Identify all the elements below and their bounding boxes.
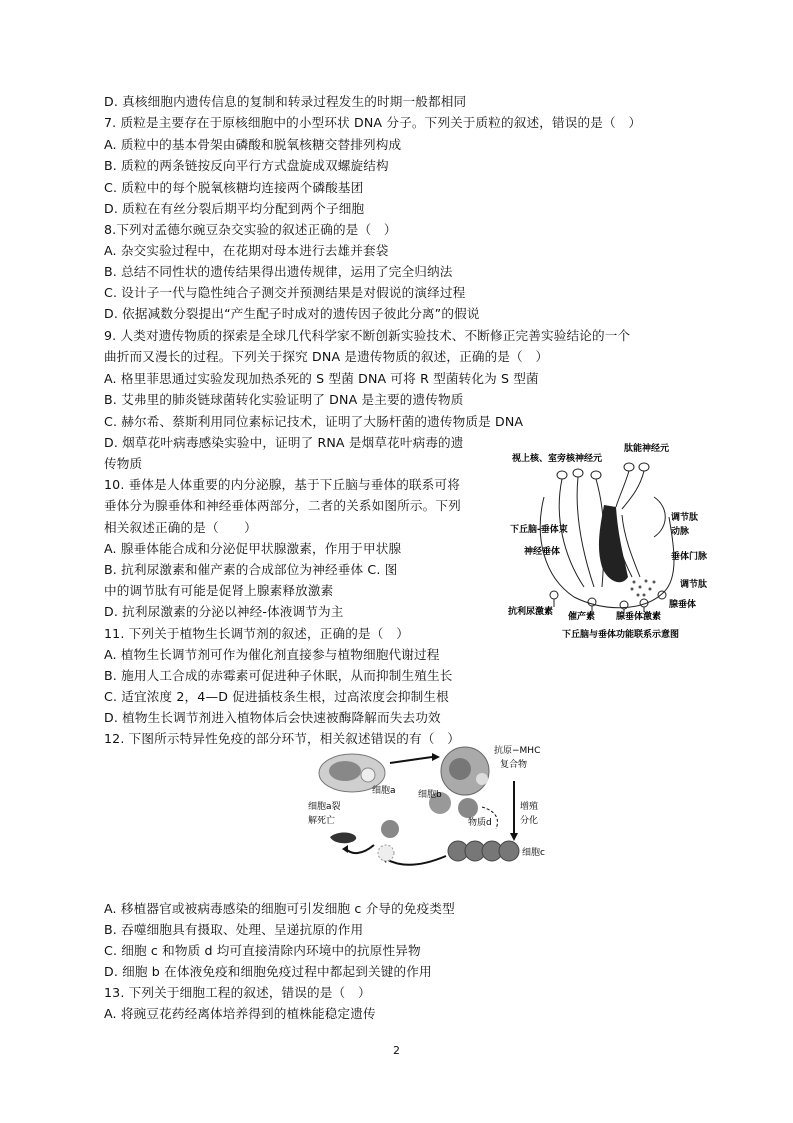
q9-option-d: D. 烟草花叶病毒感染实验中，证明了 RNA 是烟草花叶病毒的遗 [104,435,464,450]
q10-option-d: D. 抗利尿激素的分泌以神经-体液调节为主 [104,604,344,619]
q11-option-a: A. 植物生长调节剂可作为催化剂直接参与植物细胞代谢过程 [104,647,440,662]
q12-option-c: C. 细胞 c 和物质 d 均可直接清除内环境中的抗原性异物 [104,943,421,958]
target-cell-icon [378,845,394,861]
q12-option-d: D. 细胞 b 在体液免疫和细胞免疫过程中都起到关键的作用 [104,964,432,979]
label-lysis-1: 细胞a裂 [308,802,341,812]
label-adenohypophysis: 腺垂体 [669,600,697,610]
label-complex-2: 复合物 [500,760,528,770]
q10-option-a: A. 腺垂体能合成和分泌促甲状腺激素，作用于甲状腺 [104,541,402,556]
question-8-stem: 8.下列对孟德尔豌豆杂交实验的叙述正确的是（ ） [104,222,397,237]
hypothalamus-pituitary-figure [504,437,718,643]
q9-option-a: A. 格里菲思通过实验发现加热杀死的 S 型菌 DNA 可将 R 型菌转化为 S 型菌 [104,371,539,386]
q11-option-b: B. 施用人工合成的赤霉素可促进种子休眠，从而抑制生殖生长 [104,668,453,683]
label-oxytocin: 催产素 [568,612,596,622]
lysed-cell-icon [330,833,356,844]
question-13-stem: 13. 下列关于细胞工程的叙述，错误的是（ ） [104,985,371,1000]
question-7-stem: 7. 质粒是主要存在于原核细胞中的小型环状 DNA 分子。下列关于质粒的叙述，错误的是（ ） [104,115,642,130]
helper-cell-icon [458,798,478,818]
effector-cell-icon [381,820,399,838]
text-line: D. 真核细胞内遗传信息的复制和转录过程发生的时期一般都相同 [104,94,467,109]
q8-option-a: A. 杂交实验过程中，在花期对母本进行去雄并套袋 [104,243,389,258]
q7-option-c: C. 质粒中的每个脱氧核糖均连接两个磷酸基团 [104,180,364,195]
q12-option-a: A. 移植器官或被病毒感染的细胞可引发细胞 c 介导的免疫类型 [104,901,455,916]
label-tract: 下丘脑-垂体束 [510,525,568,535]
label-cell-c: 细胞c [522,848,545,858]
label-artery: 动脉 [671,527,690,537]
label-substance-d: 物质d [468,818,492,828]
question-9-stem: 9. 人类对遗传物质的探索是全球几代科学家不断创新实验技术、不断修正完善实验结论的一个 [104,328,631,343]
question-10-stem-cont: 垂体分为腺垂体和神经垂体两部分，二者的关系如图所示。下列 [104,498,461,513]
page-number: 2 [393,1044,400,1057]
label-cell-b: 细胞b [418,790,442,800]
label-nucleus: 视上核、室旁核神经元 [512,454,603,464]
q9-option-d-cont: 传物质 [104,456,143,471]
question-10-stem: 10. 垂体是人体重要的内分泌腺，基于下丘脑与垂体的联系可将 [104,477,460,492]
label-proliferate: 增殖 [520,802,539,812]
label-adh: 抗利尿激素 [508,607,554,617]
q7-option-a: A. 质粒中的基本骨架由磷酸和脱氧核糖交替排列构成 [104,137,402,152]
question-10-stem-end: 相关叙述正确的是（ ） [104,520,257,535]
label-complex-1: 抗原−MHC [494,746,541,756]
question-12-stem: 12. 下图所示特异性免疫的部分环节，相关叙述错误的有（ ） [104,731,460,746]
q11-option-d: D. 植物生长调节剂进入植物体后会快速被酶降解而失去功效 [104,710,441,725]
immune-response-svg [300,741,556,881]
q10-option-b: B. 抗利尿激素和催产素的合成部位为神经垂体 C. 图 [104,562,398,577]
q7-option-d: D. 质粒在有丝分裂后期平均分配到两个子细胞 [104,201,365,216]
question-11-stem: 11. 下列关于植物生长调节剂的叙述，正确的是（ ） [104,626,409,641]
question-9-stem-cont: 曲折而又漫长的过程。下列关于探究 DNA 是遗传物质的叙述，正确的是（ ） [104,349,549,364]
antigen-mhc-cell-icon [441,747,489,795]
q12-option-b: B. 吞噬细胞具有摄取、处理、呈递抗原的作用 [104,922,364,937]
label-peptide-neuron: 肽能神经元 [624,444,670,454]
label-differentiate: 分化 [520,816,539,826]
label-hormone: 腺垂体激素 [616,612,662,622]
label-portal: 垂体门脉 [671,552,708,562]
q13-option-a: A. 将豌豆花药经离体培养得到的植株能稳定遗传 [104,1006,376,1021]
hypothalamus-pituitary-svg [504,437,718,643]
q9-option-c: C. 赫尔希、蔡斯利用同位素标记技术，证明了大肠杆菌的遗传物质是 DNA [104,414,524,429]
q10-option-c-cont: 中的调节肽有可能是促肾上腺素释放激素 [104,583,334,598]
label-reg-peptide-1: 调节肽 [671,513,699,523]
cell-c-row-icon [448,841,519,861]
label-reg-peptide-2: 调节肽 [680,580,708,590]
q8-option-d: D. 依据减数分裂提出“产生配子时成对的遗传因子彼此分离”的假说 [104,306,480,321]
label-neurohypophysis: 神经垂体 [524,547,561,557]
q7-option-b: B. 质粒的两条链按反向平行方式盘旋成双螺旋结构 [104,158,389,173]
q9-option-b: B. 艾弗里的肺炎链球菌转化实验证明了 DNA 是主要的遗传物质 [104,392,464,407]
immune-response-figure [300,741,556,881]
figure-caption: 下丘脑与垂体功能联系示意图 [562,630,680,640]
label-cell-a: 细胞a [372,786,396,796]
q8-option-b: B. 总结不同性状的遗传结果得出遗传规律，运用了完全归纳法 [104,264,453,279]
q11-option-c: C. 适宜浓度 2，4—D 促进插枝条生根，过高浓度会抑制生根 [104,689,449,704]
q8-option-c: C. 设计子一代与隐性纯合子测交并预测结果是对假说的演绎过程 [104,285,466,300]
label-lysis-2: 解死亡 [308,816,336,826]
